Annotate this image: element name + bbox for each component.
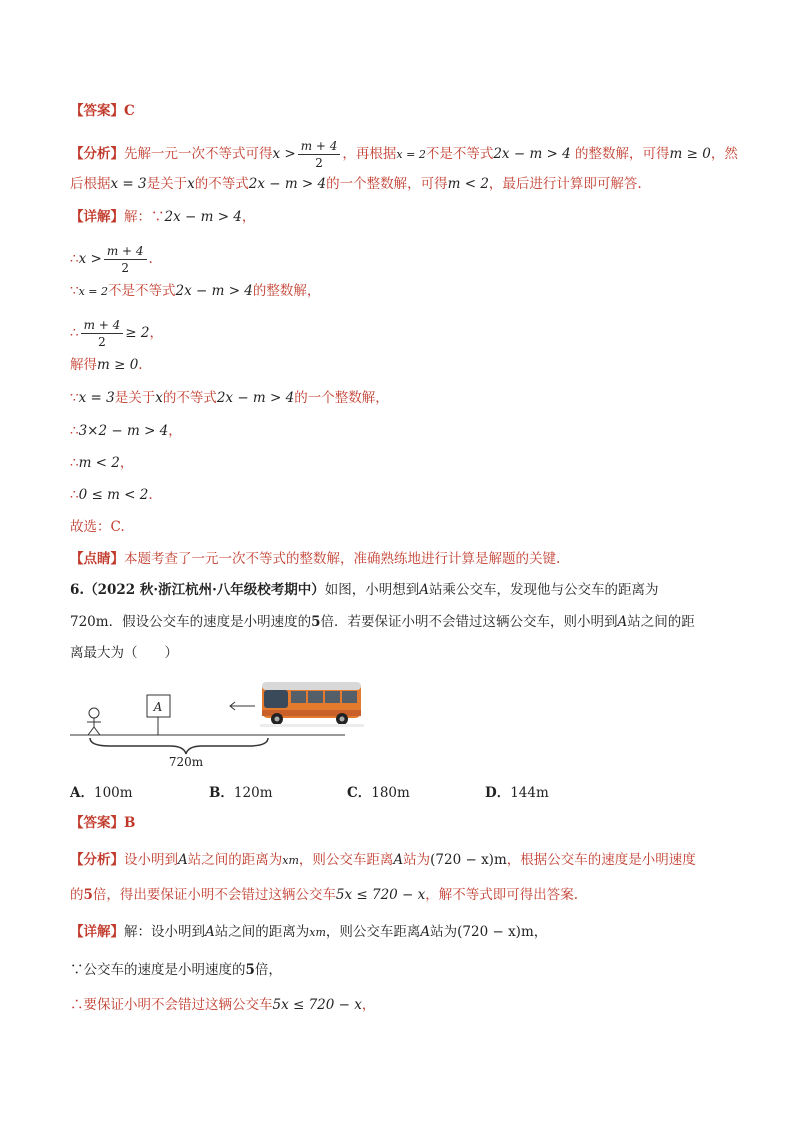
math-expr: x = 2 xyxy=(396,148,426,161)
math-expr: 2x − m > 4 xyxy=(175,283,253,299)
math-expr: 2x − m > 4 xyxy=(164,209,242,225)
analysis-text: 是关于 xyxy=(146,176,188,192)
analysis-text: ，根据公交车的速度是小明速度 xyxy=(506,852,696,868)
question-text: 离最大为（ ） xyxy=(70,645,178,661)
choice-value: 180m xyxy=(371,785,410,801)
detail-tag: 【详解】 xyxy=(70,209,124,225)
detail-text: ∴ xyxy=(70,325,79,341)
math-expr: A xyxy=(205,924,215,940)
math-expr: x xyxy=(155,390,163,406)
analysis-text: 设小明到 xyxy=(124,852,178,868)
detail-line-7 xyxy=(70,421,724,441)
detail-text: ∴ xyxy=(70,423,79,439)
question-text: 倍．若要保证小明不会错过这辆公交车，则小明到 xyxy=(320,614,618,630)
analysis-line-1 xyxy=(70,138,738,171)
math-expr: x = 3 xyxy=(110,176,147,192)
detail-text: ∵公交车的速度是小明速度的 xyxy=(70,962,246,978)
fraction-denominator: 2 xyxy=(315,156,323,170)
detail-line-4 xyxy=(70,317,724,350)
math-expr: x > xyxy=(78,251,102,267)
question-figure xyxy=(70,668,370,773)
analysis-text: 的不等式 xyxy=(194,176,249,192)
analysis-text: 站为 xyxy=(403,852,431,868)
analysis-text: 的整数解，可得 xyxy=(570,146,670,162)
detail-text: ∴ xyxy=(70,455,79,471)
analysis-line-2 xyxy=(70,174,724,194)
math-expr: A xyxy=(420,924,431,940)
question-6-line-3 xyxy=(70,643,724,663)
choice-c xyxy=(347,783,410,803)
detail-line-6 xyxy=(70,388,724,408)
fraction xyxy=(81,317,124,350)
detail-text: 解得 xyxy=(70,357,97,373)
detail-text: 不是不等式 xyxy=(108,283,176,299)
question-text: 站乘公交车，发现他与公交车的距离为 xyxy=(429,582,659,598)
choice-value: 120m xyxy=(233,785,273,801)
detail-text: ∵ xyxy=(70,283,79,299)
math-expr: 2x − m > 4 xyxy=(216,390,295,406)
detail-text: ， xyxy=(168,423,182,439)
comment-text: 本题考查了一元一次不等式的整数解，准确熟练地进行计算是解题的关键. xyxy=(124,551,561,567)
analysis-tag: 【分析】 xyxy=(70,852,124,868)
detail-line-2 xyxy=(70,243,724,276)
analysis-text: ，则公交车距离 xyxy=(298,852,394,868)
math-expr: A xyxy=(419,582,430,598)
question-number-5: 5 xyxy=(311,614,321,630)
question-6-line-2 xyxy=(70,612,724,632)
question-6-line-1 xyxy=(70,580,724,600)
question-text: 站之间的距 xyxy=(627,614,695,630)
choice-b xyxy=(209,783,273,803)
math-expr: A xyxy=(393,852,404,868)
detail-text: ， xyxy=(533,924,548,940)
detail-text: 解：设小明到 xyxy=(124,924,205,940)
math-expr: x = 3 xyxy=(78,390,115,406)
detail-text: ∴ xyxy=(70,487,79,503)
detail-text: ， xyxy=(361,997,376,1013)
detail-line-8 xyxy=(70,453,724,473)
detail-text: 站为 xyxy=(430,924,458,940)
fraction xyxy=(298,138,341,171)
math-expr: 2x − m > 4 xyxy=(493,146,571,162)
question-number: 6. xyxy=(70,582,85,598)
detail-text: ， xyxy=(149,325,163,341)
math-expr: (720 − x)m xyxy=(430,852,507,868)
math-expr: 3×2 − m > 4 xyxy=(78,423,169,439)
math-expr: 5x ≤ 720 − x xyxy=(272,997,362,1013)
math-expr: xm xyxy=(309,926,326,939)
detail-text: ∵ xyxy=(70,390,79,406)
detail-text: 的一个整数解， xyxy=(294,390,389,406)
comment-tag: 【点睛】 xyxy=(70,551,124,567)
answer-value: C xyxy=(124,103,135,119)
question-text: 如图，小明想到 xyxy=(324,582,420,598)
math-expr: 0 ≤ m < 2 xyxy=(78,487,149,503)
math-expr: (720 − x)m xyxy=(457,924,534,940)
detail-text: 的整数解， xyxy=(252,283,321,299)
detail-line-3 xyxy=(70,281,724,302)
choice-label: B． xyxy=(209,785,234,801)
detail-choose-line xyxy=(70,517,724,537)
choice-label: A． xyxy=(70,785,94,801)
detail-text: ∴ xyxy=(70,251,79,267)
detail-text: . xyxy=(148,251,153,267)
choice-value: 100m xyxy=(93,785,133,801)
fraction-denominator: 2 xyxy=(98,335,106,349)
math-expr: 5x ≤ 720 − x xyxy=(335,887,426,903)
detail-line-9 xyxy=(70,485,724,505)
detail-2-line-3 xyxy=(70,995,724,1015)
analysis-text: ，再根据 xyxy=(342,146,397,162)
bus-icon xyxy=(260,682,364,727)
analysis-text: 的一个整数解，可得 xyxy=(326,176,448,192)
analysis-text: 不是不等式 xyxy=(425,146,494,162)
analysis-text: ，解不等式即可得出答案. xyxy=(425,887,579,903)
answer-tag: 【答案】 xyxy=(70,815,124,831)
analysis-text: 后根据 xyxy=(70,176,111,192)
math-expr: x > xyxy=(272,146,296,162)
fraction-denominator: 2 xyxy=(121,261,129,275)
math-expr: A xyxy=(617,614,628,630)
math-expr: 2x − m > 4 xyxy=(248,176,327,192)
detail-choose: 故选：C. xyxy=(70,519,125,535)
fraction-numerator: m + 4 xyxy=(81,317,124,334)
analysis-text: 的 xyxy=(70,887,84,903)
station-a-label: A xyxy=(153,700,163,714)
question-source: （2022 秋·浙江杭州·八年级校考期中） xyxy=(84,582,325,598)
answer-line-2 xyxy=(70,813,724,833)
distance-brace xyxy=(90,738,268,754)
detail-text: . xyxy=(148,487,153,503)
answer-value: B xyxy=(124,815,136,831)
detail-text: ， xyxy=(241,209,256,225)
analysis-text: ，最后进行计算即可解答. xyxy=(488,176,642,192)
fraction-numerator: m + 4 xyxy=(298,138,341,155)
detail-line-5 xyxy=(70,355,724,375)
detail-text: ， xyxy=(119,455,134,471)
detail-text: 解：∵ xyxy=(124,209,165,225)
math-expr: ≥ 2 xyxy=(125,325,150,341)
analysis-text: 先解一元一次不等式可得 xyxy=(124,146,273,162)
choice-value: 144m xyxy=(510,785,549,801)
detail-text: . xyxy=(138,357,143,373)
fraction-numerator: m + 4 xyxy=(104,243,147,260)
detail-text: 是关于 xyxy=(114,390,156,406)
number-5: 5 xyxy=(83,887,93,903)
detail-line-1 xyxy=(70,207,724,227)
detail-tag: 【详解】 xyxy=(70,924,124,940)
answer-line-1 xyxy=(70,101,724,121)
detail-text: ，则公交车距离 xyxy=(325,924,421,940)
math-expr: x xyxy=(187,176,195,192)
arrow-left-icon xyxy=(230,702,255,710)
analysis-text: 倍，得出要保证小明不会错过这辆公交车 xyxy=(92,887,336,903)
detail-text: 倍， xyxy=(254,962,282,978)
math-expr: A xyxy=(178,852,188,868)
answer-tag: 【答案】 xyxy=(70,103,124,119)
math-expr: m < 2 xyxy=(447,176,489,192)
detail-text: ∴要保证小明不会错过这辆公交车 xyxy=(70,997,273,1013)
analysis-text: ，然 xyxy=(710,146,738,162)
question-text: 720m．假设公交车的速度是小明速度的 xyxy=(70,614,312,630)
analysis-2-line-1 xyxy=(70,850,724,871)
choice-d xyxy=(485,783,549,803)
math-expr: x = 2 xyxy=(78,285,109,298)
analysis-2-line-2 xyxy=(70,885,724,905)
math-expr: xm xyxy=(282,854,299,867)
detail-text: 的不等式 xyxy=(162,390,217,406)
detail-text: 站之间的距离为 xyxy=(214,924,310,940)
analysis-text: 站之间的距离为 xyxy=(187,852,283,868)
choice-a xyxy=(70,783,133,803)
comment-line xyxy=(70,549,724,569)
detail-2-line-1 xyxy=(70,922,724,943)
math-expr: m ≥ 0 xyxy=(669,146,711,162)
math-expr: m < 2 xyxy=(78,455,120,471)
detail-2-line-2 xyxy=(70,960,724,980)
choice-label: C． xyxy=(347,785,372,801)
analysis-tag: 【分析】 xyxy=(70,146,124,162)
person-icon xyxy=(87,708,101,735)
number-5: 5 xyxy=(245,962,255,978)
choice-label: D． xyxy=(485,785,511,801)
math-expr: m ≥ 0 xyxy=(97,357,139,373)
fraction xyxy=(104,243,147,276)
distance-label: 720m xyxy=(168,755,204,769)
